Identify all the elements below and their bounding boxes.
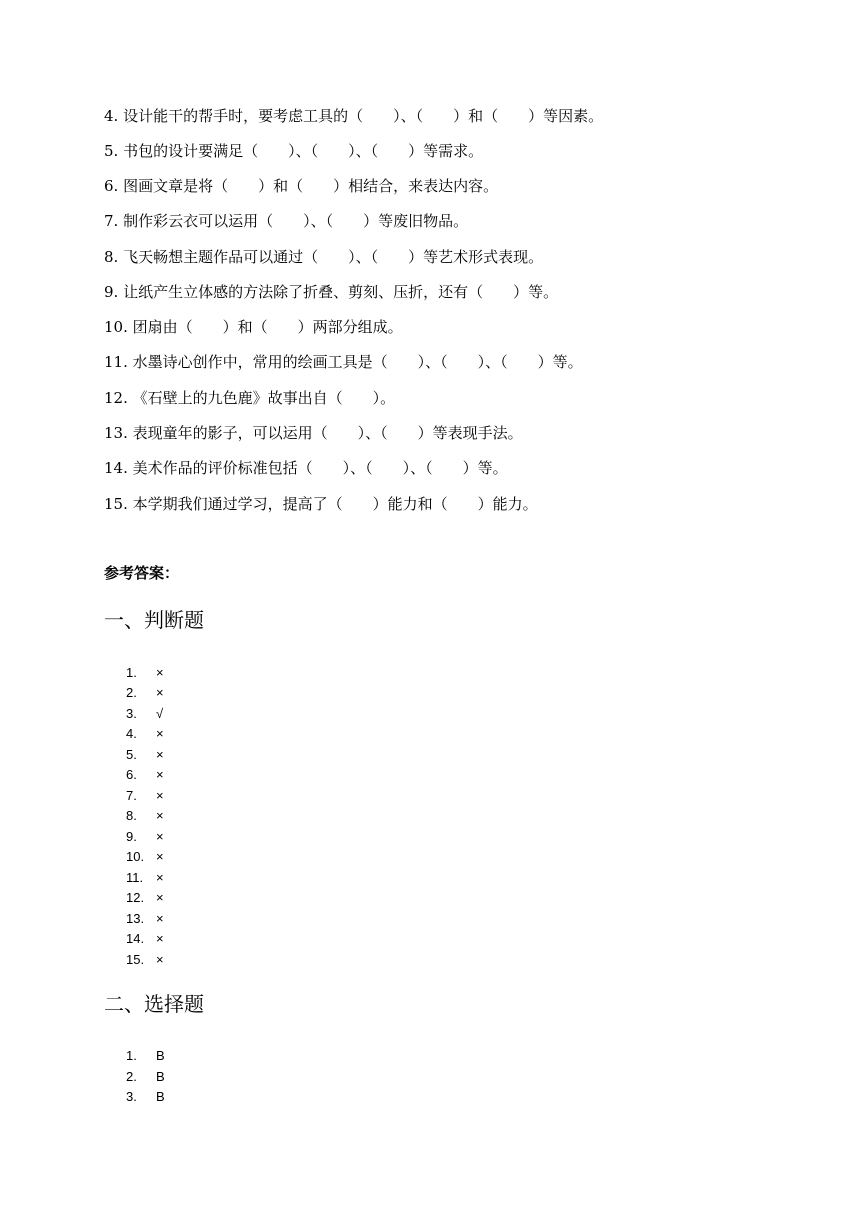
list-item: 4. × <box>126 726 164 741</box>
question-13: 13. 表现童年的影子，可以运用（ ）、（ ）等表现手法。 <box>104 424 523 442</box>
list-item: 9. × <box>126 829 164 844</box>
list-item: 3. B <box>126 1089 165 1104</box>
question-11: 11. 水墨诗心创作中，常用的绘画工具是（ ）、（ ）、（ ）等。 <box>104 353 583 371</box>
list-item: 5. × <box>126 747 164 762</box>
question-14: 14. 美术作品的评价标准包括（ ）、（ ）、（ ）等。 <box>104 459 508 477</box>
question-12: 12. 《石壁上的九色鹿》故事出自（ ）。 <box>104 389 396 407</box>
list-item: 8. × <box>126 808 164 823</box>
section-heading-judgment: 一、判断题 <box>104 608 204 632</box>
section-heading-choice: 二、选择题 <box>104 992 204 1016</box>
list-item: 3. √ <box>126 706 164 721</box>
list-item: 2. B <box>126 1069 165 1084</box>
list-item: 7. × <box>126 788 164 803</box>
list-item: 2. × <box>126 685 164 700</box>
list-item: 10. × <box>126 849 164 864</box>
list-item: 13. × <box>126 911 164 926</box>
answers-label: 参考答案： <box>104 564 180 582</box>
list-item: 1. B <box>126 1048 165 1063</box>
question-9: 9. 让纸产生立体感的方法除了折叠、剪刻、压折，还有（ ）等。 <box>104 283 559 301</box>
list-item: 14. × <box>126 931 164 946</box>
list-item: 12. × <box>126 890 164 905</box>
question-15: 15. 本学期我们通过学习，提高了（ ）能力和（ ）能力。 <box>104 495 538 513</box>
question-10: 10. 团扇由（ ）和（ ）两部分组成。 <box>104 318 403 336</box>
question-8: 8. 飞天畅想主题作品可以通过（ ）、（ ）等艺术形式表现。 <box>104 248 544 266</box>
question-7: 7. 制作彩云衣可以运用（ ）、（ ）等废旧物品。 <box>104 212 469 230</box>
question-5: 5. 书包的设计要满足（ ）、（ ）、（ ）等需求。 <box>104 142 484 160</box>
list-item: 11. × <box>126 870 164 885</box>
question-4: 4. 设计能干的帮手时，要考虑工具的（ ）、（ ）和（ ）等因素。 <box>104 107 604 125</box>
list-item: 1. × <box>126 665 164 680</box>
question-6: 6. 图画文章是将（ ）和（ ）相结合，来表达内容。 <box>104 177 499 195</box>
list-item: 6. × <box>126 767 164 782</box>
list-item: 15. × <box>126 952 164 967</box>
